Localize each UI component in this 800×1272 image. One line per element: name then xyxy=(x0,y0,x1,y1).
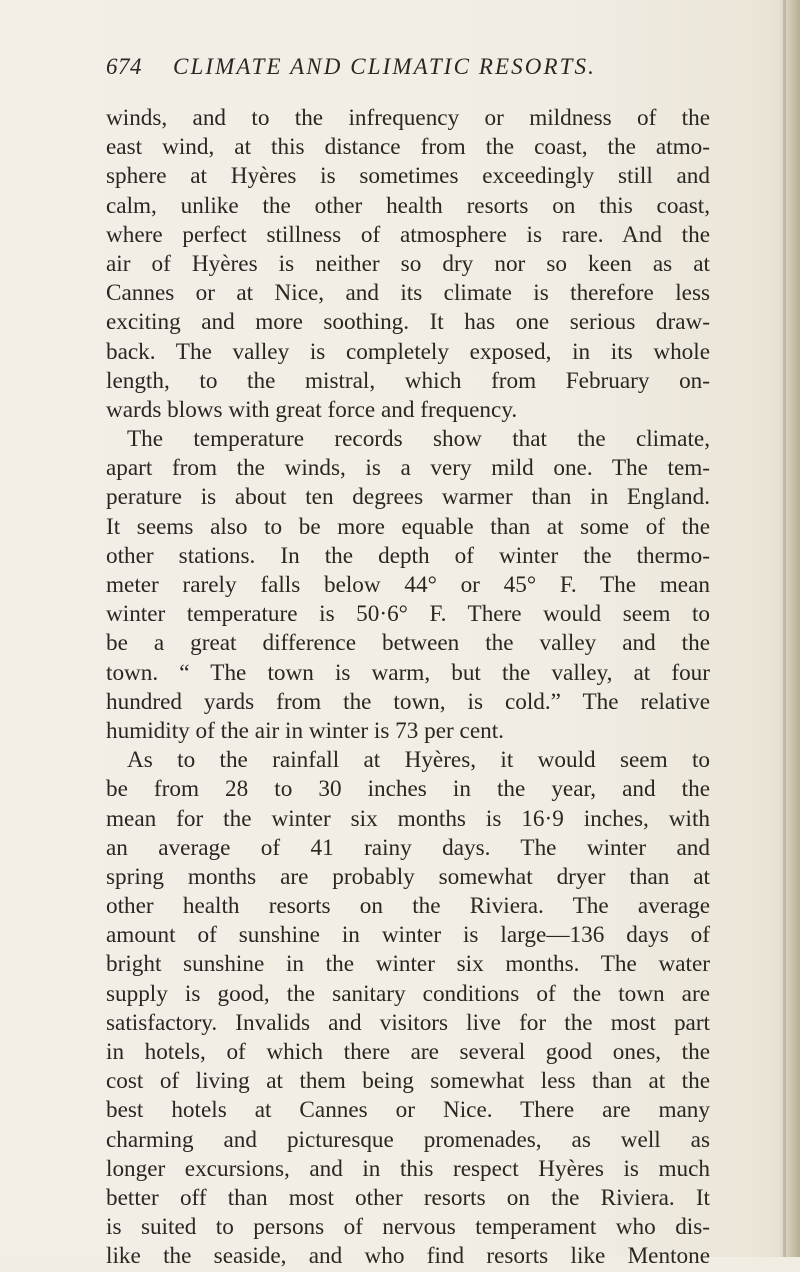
text-line: apart from the winds, is a very mild one. The tem- xyxy=(106,455,710,482)
gutter-shadow xyxy=(783,0,786,1257)
text-line: As to the rainfall at Hyères, it would seem to xyxy=(127,747,710,774)
text-line: bright sunshine in the winter six months. The water xyxy=(106,951,710,978)
text-line: satisfactory. Invalids and visitors live for the most part xyxy=(106,1009,710,1036)
text-line: air of Hyères is neither so dry nor so keen as at xyxy=(106,250,710,277)
text-line: exciting and more soothing. It has one serious draw- xyxy=(106,309,710,336)
text-line: humidity of the air in winter is 73 per cent. xyxy=(106,717,504,744)
text-line: town. “ The town is warm, but the valley, at four xyxy=(106,659,710,686)
text-line: spring months are probably somewhat dryer than at xyxy=(106,863,710,890)
text-line: The temperature records show that the climate, xyxy=(127,426,710,453)
text-line: be a great difference between the valley and the xyxy=(106,630,710,657)
text-line: where perfect stillness of atmosphere is rare. And the xyxy=(106,221,710,248)
text-line: east wind, at this distance from the coast, the atmo- xyxy=(106,134,710,161)
text-line: cost of living at them being somewhat less than at the xyxy=(106,1068,710,1095)
text-line: calm, unlike the other health resorts on this coast, xyxy=(106,192,710,219)
text-line: perature is about ten degrees warmer than in England. xyxy=(106,484,710,511)
body-text xyxy=(106,104,710,1270)
page-number: 674 xyxy=(106,54,142,79)
running-title: CLIMATE AND CLIMATIC RESORTS. xyxy=(173,54,596,79)
page-gutter xyxy=(778,0,800,1257)
text-line: like the seaside, and who find resorts like Mentone xyxy=(106,1243,710,1270)
text-line: an average of 41 rainy days. The winter and xyxy=(106,834,710,861)
text-line: other stations. In the depth of winter the thermo- xyxy=(106,542,710,569)
text-line: other health resorts on the Riviera. The average xyxy=(106,893,710,920)
text-line: wards blows with great force and frequency. xyxy=(106,396,518,423)
text-line: It seems also to be more equable than at some of the xyxy=(106,513,710,540)
text-line: is suited to persons of nervous temperament who dis- xyxy=(106,1214,710,1241)
text-line: be from 28 to 30 inches in the year, and the xyxy=(106,776,710,803)
text-line: better off than most other resorts on the Riviera. It xyxy=(106,1184,710,1211)
page-header xyxy=(106,54,710,86)
text-line: back. The valley is completely exposed, in its whole xyxy=(106,338,710,365)
text-line: charming and picturesque promenades, as well as xyxy=(106,1126,710,1153)
text-line: in hotels, of which there are several good ones, the xyxy=(106,1039,710,1065)
text-line: hundred yards from the town, is cold.” The relative xyxy=(106,688,710,715)
text-line: Cannes or at Nice, and its climate is therefore less xyxy=(106,280,710,307)
text-line: longer excursions, and in this respect Hyères is much xyxy=(106,1155,710,1182)
text-line: best hotels at Cannes or Nice. There are many xyxy=(106,1097,710,1124)
text-line: mean for the winter six months is 16·9 inches, with xyxy=(106,805,710,832)
text-line: winds, and to the infrequency or mildness of the xyxy=(106,105,710,131)
text-line: meter rarely falls below 44° or 45° F. The mean xyxy=(106,572,710,598)
text-line: winter temperature is 50·6° F. There would seem to xyxy=(106,601,710,628)
text-line: sphere at Hyères is sometimes exceedingly still and xyxy=(106,163,710,190)
text-line: length, to the mistral, which from February on- xyxy=(106,367,710,394)
text-line: supply is good, the sanitary conditions of the town are xyxy=(106,980,710,1007)
text-line: amount of sunshine in winter is large—136 days of xyxy=(106,922,710,949)
